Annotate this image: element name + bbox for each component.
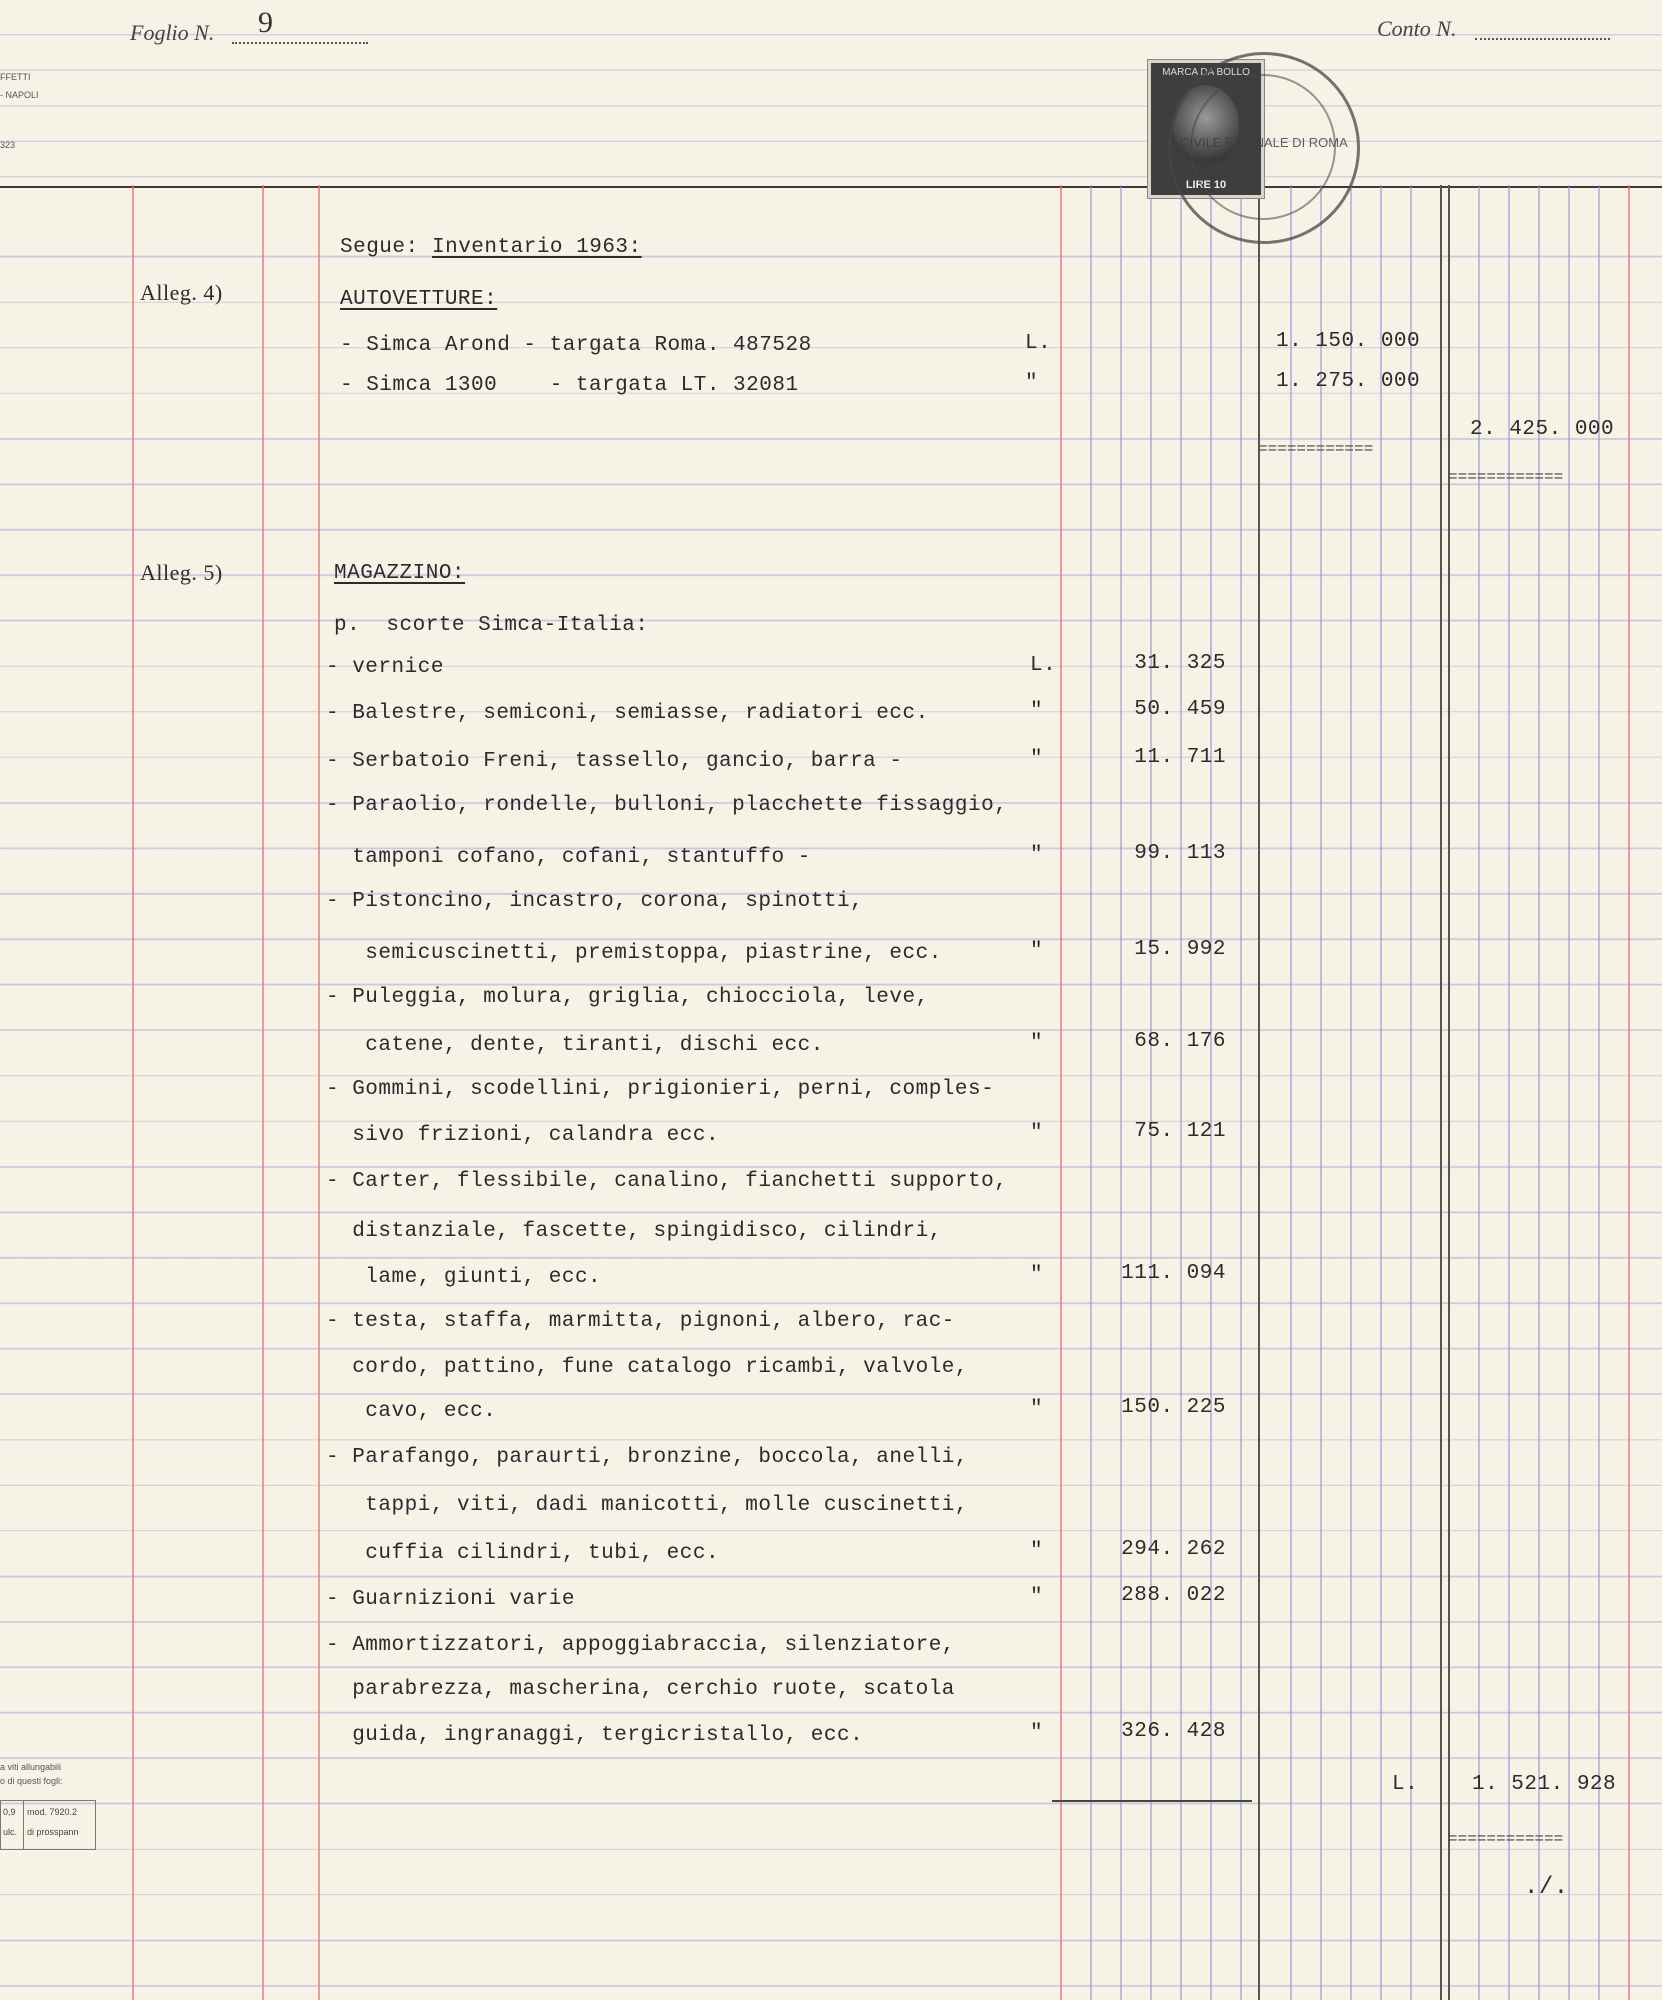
edge-note-2: o di questi fogli: bbox=[0, 1776, 63, 1786]
col-line-dark bbox=[1440, 185, 1442, 2000]
postmark-text: CIVILE E PENALE DI ROMA bbox=[1180, 135, 1348, 150]
mag-row-text: - Balestre, semiconi, semiasse, radiatori ecc. bbox=[326, 702, 929, 725]
mag-row-text: - Guarnizioni varie bbox=[326, 1588, 575, 1611]
auto-title: AUTOVETTURE: bbox=[340, 288, 498, 311]
mag-row-text: lame, giunti, ecc. bbox=[326, 1266, 602, 1289]
continuation-mark: ./. bbox=[1524, 1874, 1569, 1901]
stamp-top-text: MARCA DA BOLLO bbox=[1162, 67, 1250, 78]
box-right-1: mod. 7920.2 bbox=[27, 1807, 78, 1817]
mag-row-text: guida, ingranaggi, tergicristallo, ecc. bbox=[326, 1724, 864, 1747]
mag-row-amount: 99. 113 bbox=[1134, 842, 1226, 865]
col-line bbox=[1628, 185, 1630, 2000]
col-line bbox=[1380, 185, 1382, 2000]
double-rule: ============ bbox=[1258, 440, 1374, 458]
mag-row-text: distanziale, fascette, spingidisco, cilindri, bbox=[326, 1220, 942, 1243]
mag-row-unit: " bbox=[1030, 940, 1044, 963]
mag-row-text: - Ammortizzatori, appoggiabraccia, silenziatore, bbox=[326, 1634, 955, 1657]
alleg-5-label: Alleg. 5) bbox=[140, 560, 223, 585]
mag-row-amount: 111. 094 bbox=[1121, 1262, 1226, 1285]
col-line bbox=[262, 185, 264, 2000]
mag-row-text: cuffia cilindri, tubi, ecc. bbox=[326, 1542, 720, 1565]
mag-row-text: - Carter, flessibile, canalino, fianchetti supporto, bbox=[326, 1170, 1008, 1193]
mag-row-text: parabrezza, mascherina, cerchio ruote, scatola bbox=[326, 1678, 955, 1701]
box-left-2: ulc. bbox=[3, 1827, 18, 1837]
auto-row-unit: L. bbox=[1025, 332, 1052, 355]
foglio-dotted-line bbox=[232, 42, 368, 44]
mag-row-text: tappi, viti, dadi manicotti, molle cuscinetti, bbox=[326, 1494, 969, 1517]
col-line bbox=[1508, 185, 1510, 2000]
mag-row-text: - Paraolio, rondelle, bulloni, placchette fissaggio, bbox=[326, 794, 1008, 817]
mag-row-unit: " bbox=[1030, 1264, 1044, 1287]
stamp-value-text: LIRE 10 bbox=[1185, 179, 1227, 191]
auto-row-amount: 1. 275. 000 bbox=[1276, 370, 1421, 393]
mag-row-text: - Puleggia, molura, griglia, chiocciola, leve, bbox=[326, 986, 929, 1009]
mag-row-unit: " bbox=[1030, 1586, 1044, 1609]
mag-row-amount: 68. 176 bbox=[1134, 1030, 1226, 1053]
mag-row-text: tamponi cofano, cofani, stantuffo - bbox=[326, 846, 811, 869]
mag-row-amount: 15. 992 bbox=[1134, 938, 1226, 961]
col-line-dark bbox=[1448, 185, 1450, 2000]
mag-row-text: - Pistoncino, incastro, corona, spinotti, bbox=[326, 890, 864, 913]
foglio-label: Foglio N. bbox=[130, 20, 215, 45]
mag-row-unit: " bbox=[1030, 1722, 1044, 1745]
double-rule: ============ bbox=[1448, 468, 1564, 486]
mag-row-text: cavo, ecc. bbox=[326, 1400, 497, 1423]
mag-row-text: cordo, pattino, fune catalogo ricambi, valvole, bbox=[326, 1356, 969, 1379]
alleg-4-label: Alleg. 4) bbox=[140, 280, 223, 305]
mag-row-unit: " bbox=[1030, 748, 1044, 771]
mag-row-amount: 75. 121 bbox=[1134, 1120, 1226, 1143]
auto-row-text: - Simca 1300 - targata LT. 32081 bbox=[340, 374, 799, 397]
mag-subtitle: p. scorte Simca-Italia: bbox=[334, 614, 649, 637]
foglio-number: 9 bbox=[258, 6, 273, 39]
heading-title: Inventario 1963: bbox=[432, 236, 642, 259]
mag-row-unit: " bbox=[1030, 1032, 1044, 1055]
mag-row-text: - Serbatoio Freni, tassello, gancio, barra - bbox=[326, 750, 903, 773]
mag-row-amount: 288. 022 bbox=[1121, 1584, 1226, 1607]
box-right-2: di prosspann bbox=[27, 1827, 79, 1837]
mag-total: 1. 521. 928 bbox=[1472, 1773, 1617, 1796]
edge-fragment-3: 323 bbox=[0, 140, 16, 150]
mag-row-text: - Gommini, scodellini, prigionieri, perni, comples- bbox=[326, 1078, 995, 1101]
mag-total-unit: L. bbox=[1392, 1773, 1419, 1796]
box-left-1: 0,9 bbox=[3, 1807, 16, 1817]
col-line bbox=[132, 185, 134, 2000]
subtotal-rule bbox=[1052, 1800, 1252, 1802]
col-line bbox=[1568, 185, 1570, 2000]
mag-row-text: sivo frizioni, calandra ecc. bbox=[326, 1124, 720, 1147]
mag-row-text: catene, dente, tiranti, dischi ecc. bbox=[326, 1034, 824, 1057]
mag-row-unit: " bbox=[1030, 1540, 1044, 1563]
mag-row-text: - vernice bbox=[326, 656, 444, 679]
mag-row-text: - Parafango, paraurti, bronzine, boccola, anelli, bbox=[326, 1446, 969, 1469]
edge-note-1: a viti allungabili bbox=[0, 1762, 62, 1772]
mag-row-amount: 31. 325 bbox=[1134, 652, 1226, 675]
col-line bbox=[1240, 185, 1242, 2000]
mag-row-text: semicuscinetti, premistoppa, piastrine, ecc. bbox=[326, 942, 942, 965]
auto-row-amount: 1. 150. 000 bbox=[1276, 330, 1421, 353]
mag-row-unit: " bbox=[1030, 844, 1044, 867]
col-line bbox=[1478, 185, 1480, 2000]
mag-row-unit: L. bbox=[1030, 654, 1057, 677]
col-line bbox=[318, 185, 320, 2000]
mag-row-amount: 326. 428 bbox=[1121, 1720, 1226, 1743]
mag-row-unit: " bbox=[1030, 700, 1044, 723]
double-rule: ============ bbox=[1448, 1830, 1564, 1848]
conto-label: Conto N. bbox=[1377, 16, 1457, 41]
heading-prefix: Segue: bbox=[340, 236, 419, 259]
mag-row-unit: " bbox=[1030, 1122, 1044, 1145]
mag-row-amount: 11. 711 bbox=[1134, 746, 1226, 769]
edge-fragment-1: FFETTI bbox=[0, 72, 31, 82]
edge-fragment-2: - NAPOLI bbox=[0, 90, 39, 100]
mag-row-amount: 50. 459 bbox=[1134, 698, 1226, 721]
mag-row-amount: 150. 225 bbox=[1121, 1396, 1226, 1419]
mag-title: MAGAZZINO: bbox=[334, 562, 466, 585]
mag-row-unit: " bbox=[1030, 1398, 1044, 1421]
conto-dotted-line bbox=[1475, 38, 1610, 40]
auto-row-text: - Simca Arond - targata Roma. 487528 bbox=[340, 334, 812, 357]
mag-row-amount: 294. 262 bbox=[1121, 1538, 1226, 1561]
edge-form-box bbox=[0, 1800, 96, 1850]
mag-row-text: - testa, staffa, marmitta, pignoni, albero, rac- bbox=[326, 1310, 955, 1333]
header-rule bbox=[0, 186, 1662, 188]
col-line bbox=[1060, 185, 1062, 2000]
postmark-inner-circle bbox=[1190, 74, 1336, 220]
col-line bbox=[1410, 185, 1412, 2000]
col-line bbox=[1538, 185, 1540, 2000]
auto-row-unit: " bbox=[1025, 372, 1039, 395]
auto-total: 2. 425. 000 bbox=[1470, 418, 1615, 441]
col-line bbox=[1598, 185, 1600, 2000]
